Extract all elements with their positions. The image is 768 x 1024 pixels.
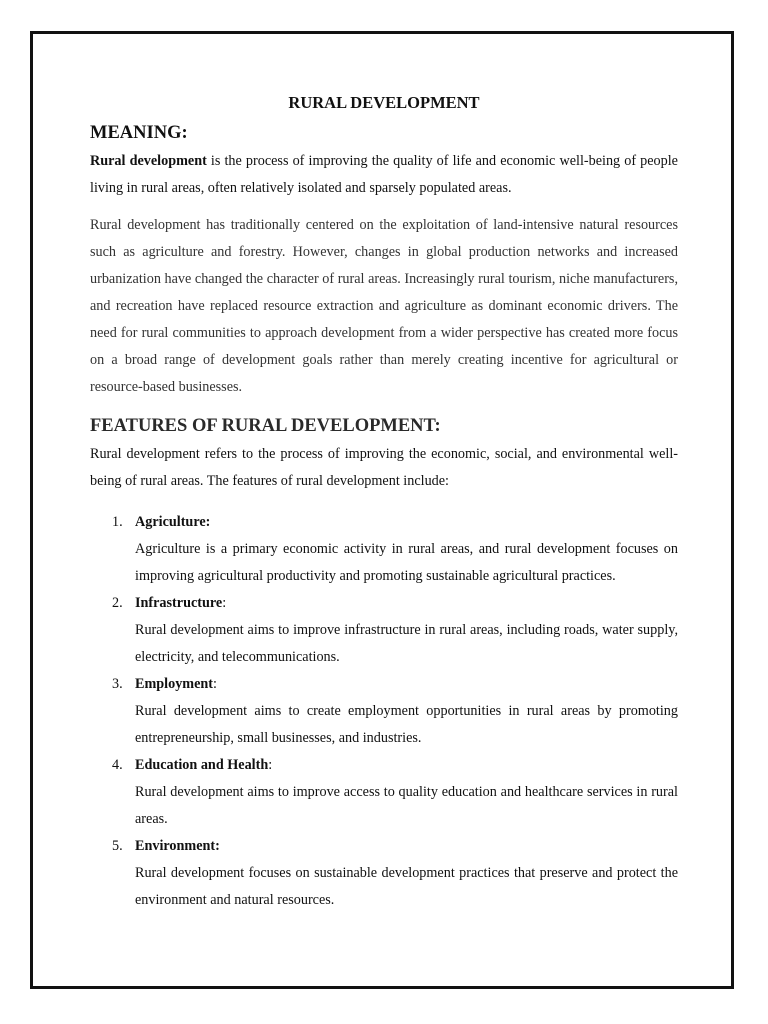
feature-title: Agriculture: (135, 514, 211, 530)
feature-title: Education and Health (135, 757, 269, 773)
feature-item-education-health (90, 752, 678, 833)
feature-title-suffix: : (268, 757, 273, 773)
feature-title: Employment (135, 676, 214, 692)
feature-description: Rural development focuses on sustainable development practices that preserve and protect the environment and natural resources. (135, 865, 678, 908)
feature-item-infrastructure (90, 590, 678, 671)
feature-title-line (135, 833, 678, 860)
feature-number: 4. (112, 757, 123, 773)
features-heading: FEATURES OF RURAL DEVELOPMENT: (90, 416, 441, 436)
feature-description: Rural development aims to improve access to quality education and healthcare services in rural areas. (135, 784, 678, 827)
meaning-paragraph-1 (90, 148, 678, 202)
feature-title: Environment: (135, 838, 220, 854)
feature-description: Rural development aims to improve infrastructure in rural areas, including roads, water supply, electricity, and telecommunications. (135, 622, 678, 665)
feature-title: Infrastructure (135, 595, 223, 611)
feature-description: Agriculture is a primary economic activity in rural areas, and rural development focuses on improving agricultural productivity and promoting sustainable agricultural practices. (135, 541, 678, 584)
features-intro: Rural development refers to the process of improving the economic, social, and environmental well-being of rural areas. The features of rural development include: (90, 446, 678, 489)
meaning-heading: MEANING: (90, 123, 188, 143)
feature-title-suffix: : (222, 595, 227, 611)
meaning-paragraph-2: Rural development has traditionally centered on the exploitation of land-intensive natural resources such as agriculture and forestry. However, changes in global production networks and increased urbanization have changed the character of rural areas. Increasingly rural tourism, niche manufacturers, and recreation have replaced resource extraction and agriculture as dominant economic drivers. The need for rural communities to approach development from a wider perspective has created more focus on a broad range of development goals rather than merely creating incentive for agricultural or resource-based businesses. (90, 217, 678, 395)
feature-number: 1. (112, 514, 123, 530)
feature-description: Rural development aims to create employment opportunities in rural areas by promoting entrepreneurship, small businesses, and industries. (135, 703, 678, 746)
meaning-term: Rural development (90, 153, 207, 169)
feature-number: 3. (112, 676, 123, 692)
feature-title-line (135, 752, 678, 779)
document-title: RURAL DEVELOPMENT (288, 93, 480, 112)
document-body (90, 90, 678, 914)
meaning-definition: is the process of improving the quality of life and economic well-being of people living in rural areas, often relatively isolated and sparsely populated areas. (90, 153, 678, 196)
feature-title-line (135, 590, 678, 617)
feature-title-line (135, 671, 678, 698)
feature-title-suffix: : (213, 676, 217, 692)
features-list (90, 509, 678, 914)
feature-number: 2. (112, 595, 123, 611)
feature-title-line (135, 509, 678, 536)
feature-item-employment (90, 671, 678, 752)
feature-item-agriculture (90, 509, 678, 590)
feature-number: 5. (112, 838, 123, 854)
feature-item-environment (90, 833, 678, 914)
